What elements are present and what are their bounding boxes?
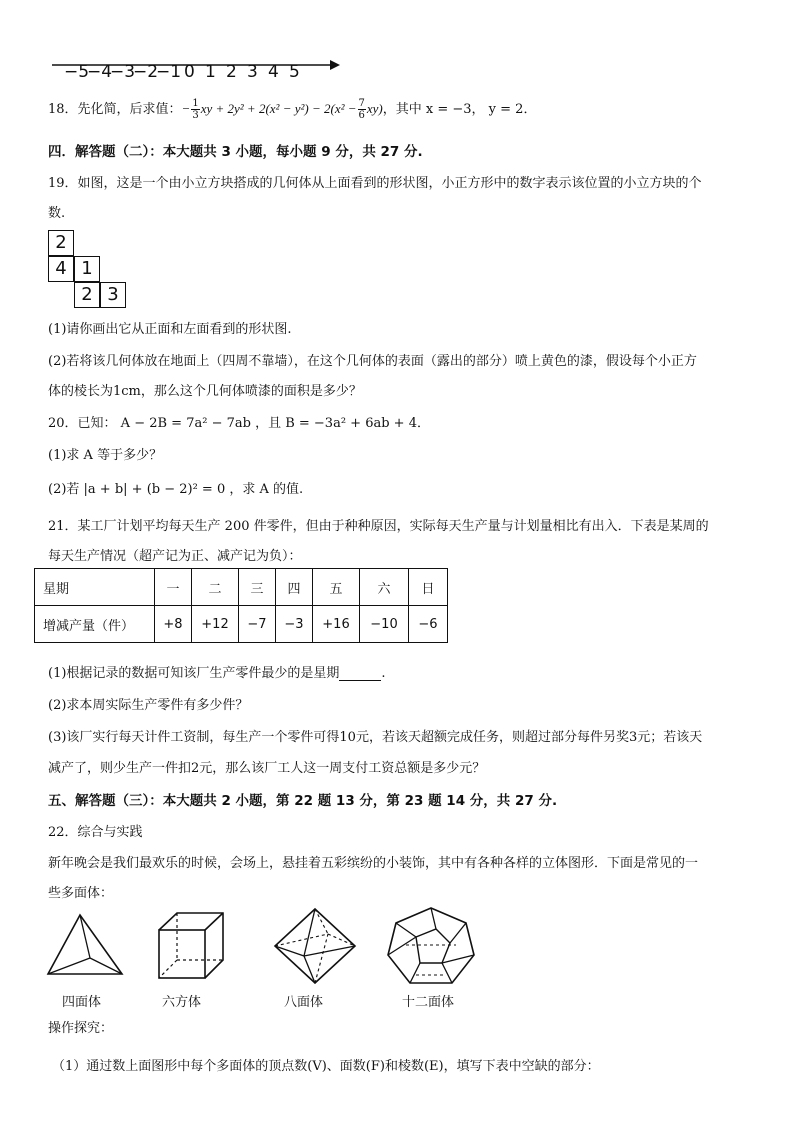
grid-cell: 1 — [74, 256, 100, 282]
number-line-arrow — [330, 60, 340, 70]
q18-fraction-2 — [358, 98, 366, 121]
shape-caption: 十二面体 — [402, 995, 455, 1010]
q18-lead: − — [181, 101, 191, 116]
shape-caption: 八面体 — [284, 995, 324, 1010]
table-cell: 二 — [192, 569, 239, 606]
q18-frac1-num: 1 — [192, 98, 199, 109]
section-4-title: 四．解答题（二）：本大题共 3 小题，每小题 9 分，共 27 分. — [48, 144, 423, 160]
table-row — [35, 569, 448, 606]
q18-frac1-den: 3 — [192, 110, 199, 121]
q18-fraction-1 — [191, 98, 199, 121]
q19-text-2: 数. — [48, 206, 66, 221]
number-line-labels — [64, 62, 310, 82]
q19-sub-2b: 体的棱长为1cm，那么这个几何体喷漆的面积是多少？ — [48, 384, 362, 399]
tick-label: −1 — [156, 62, 182, 82]
q22-heading: 22．综合与实践 — [48, 825, 143, 840]
q19-sub-1: (1)请你画出它从正面和左面看到的形状图. — [48, 322, 292, 337]
table-cell: 三 — [239, 569, 276, 606]
q22-text-1: 新年晚会是我们最欢乐的时候，会场上，悬挂着五彩缤纷的小装饰，其中有各种各样的立体图形．下面是常见的一 — [48, 856, 699, 871]
q21-text-2: 每天生产情况（超产记为正、减产记为负）： — [48, 549, 302, 564]
q21-sub-1-suffix: . — [381, 666, 386, 681]
table-cell: −6 — [409, 606, 448, 643]
tick-label: 5 — [289, 62, 300, 82]
tick-label: 1 — [205, 62, 216, 82]
shape-caption: 四面体 — [62, 995, 102, 1010]
table-cell: +12 — [192, 606, 239, 643]
q20-sub-1: (1)求 A 等于多少？ — [48, 448, 163, 463]
tick-label: 0 — [184, 62, 195, 82]
q18-prefix: 18．先化简，后求值： — [48, 102, 182, 117]
q18-expr-2: xy) — [366, 101, 383, 116]
question-18 — [48, 98, 536, 121]
answer-blank[interactable] — [339, 668, 381, 681]
q18-frac2-num: 7 — [358, 98, 365, 109]
grid-cell: 2 — [48, 230, 74, 256]
q21-sub-1 — [48, 662, 386, 681]
q22-text-2: 些多面体： — [48, 886, 114, 901]
tetrahedron-icon — [44, 912, 126, 980]
shape-caption: 六方体 — [162, 995, 202, 1010]
q20-sub-2: (2)若 |a + b| + (b − 2)² = 0 ，求 A 的值. — [48, 482, 304, 497]
table-header-cell: 增减产量（件） — [35, 606, 155, 643]
octahedron-icon — [272, 906, 358, 986]
table-cell: +8 — [155, 606, 192, 643]
tick-label: −5 — [64, 62, 90, 82]
q18-expr-1: xy + 2y² + 2(x² − y²) − 2(x² − — [200, 101, 357, 116]
q19-sub-2a: (2)若将该几何体放在地面上（四周不靠墙），在这个几何体的表面（露出的部分）喷上黄色的漆，假设每个小正方 — [48, 354, 697, 369]
tick-label: −4 — [87, 62, 113, 82]
tick-label: −2 — [133, 62, 159, 82]
section-5-title: 五、解答题（三）：本大题共 2 小题，第 22 题 13 分，第 23 题 14 分，共 27 分. — [48, 793, 558, 809]
dodecahedron-icon — [386, 905, 476, 989]
grid-cell: 2 — [74, 282, 100, 308]
q21-text-1: 21．某工厂计划平均每天生产 200 件零件，但由于种种原因，实际每天生产量与计划量相比有出入．下表是某周的 — [48, 519, 709, 534]
q21-sub-1-prefix: (1)根据记录的数据可知该厂生产零件最少的是星期 — [48, 666, 340, 681]
q21-sub-3b: 减产了，则少生产一件扣2元，那么该厂工人这一周支付工资总额是多少元？ — [48, 761, 486, 776]
table-row — [35, 606, 448, 643]
tick-label: −3 — [110, 62, 136, 82]
table-header-cell: 星期 — [35, 569, 155, 606]
q21-sub-3a: (3)该厂实行每天计件工资制，每生产一个零件可得10元，若该天超额完成任务，则超过部分每件另奖3元；若该天 — [48, 730, 703, 745]
q18-condition: ，其中 x = −3， y = 2． — [382, 102, 537, 117]
production-table — [34, 568, 448, 643]
q21-sub-2: (2)求本周实际生产零件有多少件？ — [48, 698, 249, 713]
table-cell: 日 — [409, 569, 448, 606]
q22-explore: 操作探究： — [48, 1021, 114, 1036]
q19-text-1: 19．如图，这是一个由小立方块搭成的几何体从上面看到的形状图，小正方形中的数字表示该位置的小立方块的个 — [48, 176, 702, 191]
q22-sub-1: （1）通过数上面图形中每个多面体的顶点数(V)、面数(F)和棱数(E)，填写下表中空缺的部分： — [52, 1059, 600, 1074]
tick-label: 4 — [268, 62, 279, 82]
table-cell: 六 — [360, 569, 409, 606]
tick-label: 3 — [247, 62, 258, 82]
q20-text: 20．已知： A − 2B = 7a² − 7ab ，且 B = −3a² + 6ab + 4． — [48, 416, 430, 431]
table-cell: +16 — [313, 606, 360, 643]
table-cell: 四 — [276, 569, 313, 606]
tick-label: 2 — [226, 62, 237, 82]
table-cell: 一 — [155, 569, 192, 606]
q18-frac2-den: 6 — [358, 110, 365, 121]
table-cell: 五 — [313, 569, 360, 606]
table-cell: −10 — [360, 606, 409, 643]
grid-cell: 3 — [100, 282, 126, 308]
table-cell: −3 — [276, 606, 313, 643]
grid-cell: 4 — [48, 256, 74, 282]
table-cell: −7 — [239, 606, 276, 643]
cube-icon — [155, 910, 227, 982]
